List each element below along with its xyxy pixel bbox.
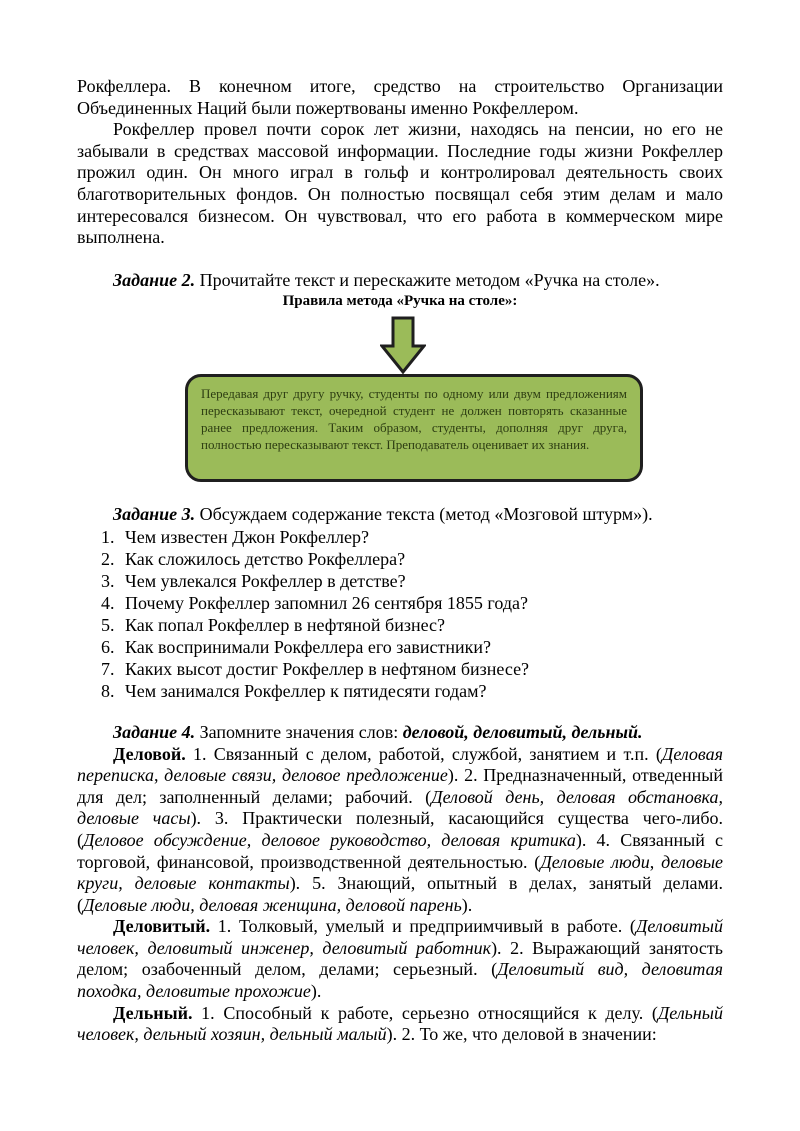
list-item: 1. Чем известен Джон Рокфеллер? bbox=[101, 526, 369, 547]
task2-text: Прочитайте текст и перескажите методом «Ручка на столе». bbox=[195, 269, 660, 290]
list-item: 7. Каких высот достиг Рокфеллер в нефтяном бизнесе? bbox=[101, 658, 530, 679]
intro-paragraph-2: Рокфеллер провел почти сорок лет жизни, находясь на пенсии, но его не забывали в средствах массовой информации. Последние годы жизни Рокфеллер прожил один. Он много играл в гольф и контролировал деятельность своих благотворительных фондов. Он полностью посвящал себя этим делам и мало интересовался бизнесом. Он чувствовал, что его работа в коммерческом мире выполнена. bbox=[77, 119, 723, 248]
definition-delovoy: Деловой. 1. Связанный с делом, работой, службой, занятием и т.п. (Деловая переписка, деловые связи, деловое предложение). 2. Предназначенный, отведенный для дел; заполненный делами; рабочий. (Деловой день, деловая обстановка, деловые часы). 3. Практически полезный, касающийся существа чего-либо. (Деловое обсуждение, деловое руководство, деловая критика). 4. Связанный с торговой, финансовой, производственной деятельностью. (Деловые люди, деловые круги, деловые контакты). 5. Знающий, опытный в делах, занятый делами. (Деловые люди, деловая женщина, деловой парень). bbox=[77, 743, 724, 915]
intro-paragraph-1: Рокфеллера. В конечном итоге, средство на строительство Организации Объединенных Наций были пожертвованы именно Рокфеллером. bbox=[77, 76, 723, 118]
task3-heading bbox=[77, 504, 723, 526]
rules-callout-box bbox=[185, 374, 643, 482]
definition-delovity: Деловитый. 1. Толковый, умелый и предприимчивый в работе. (Деловитый человек, деловитый инженер, деловитый работник). 2. Выражающий занятость делом; озабоченный делом, делами; серьезный. (Деловитый вид, деловитая походка, деловитые прохожие). bbox=[77, 916, 724, 1002]
task2-label: Задание 2. bbox=[113, 269, 196, 290]
task4-heading bbox=[77, 722, 723, 744]
rules-title: Правила метода «Ручка на столе»: bbox=[282, 293, 518, 310]
list-item: 2. Как сложилось детство Рокфеллера? bbox=[101, 548, 406, 569]
list-item: 8. Чем занимался Рокфеллер к пятидесяти годам? bbox=[101, 680, 487, 701]
task4-words: деловой, деловитый, дельный. bbox=[402, 721, 643, 742]
term-delny: Дельный. bbox=[113, 1002, 193, 1023]
term-delovity: Деловитый. bbox=[113, 916, 211, 937]
task3-text: Обсуждаем содержание текста (метод «Мозговой штурм»). bbox=[195, 504, 653, 525]
down-arrow-icon bbox=[380, 316, 426, 374]
list-item: 5. Как попал Рокфеллер в нефтяной бизнес? bbox=[101, 614, 445, 635]
rules-callout-text: Передавая друг другу ручку, студенты по одному или двум предложениям пересказывают текст, очередной студент не должен повторять сказанные ранее предложения. Таким образом, студенты, дополняя друг друга, полностью пересказывают текст. Преподаватель оценивает их знания. bbox=[201, 386, 627, 453]
term-delovoy: Деловой. bbox=[113, 743, 186, 764]
task4-label: Задание 4. bbox=[113, 721, 196, 742]
task4-text: Запомните значения слов: bbox=[195, 721, 403, 742]
definition-delny: Дельный. 1. Способный к работе, серьезно относящийся к делу. (Дельный человек, дельный хозяин, дельный малый). 2. То же, что деловой в значении: bbox=[77, 1002, 723, 1045]
list-item: 4. Почему Рокфеллер запомнил 26 сентября 1855 года? bbox=[101, 592, 528, 613]
arrow-area bbox=[77, 310, 723, 374]
list-item: 6. Как воспринимали Рокфеллера его завистники? bbox=[101, 636, 491, 657]
task3-label: Задание 3. bbox=[113, 504, 196, 525]
task2-heading bbox=[77, 270, 723, 292]
list-item: 3. Чем увлекался Рокфеллер в детстве? bbox=[101, 570, 406, 591]
task3-question-list bbox=[77, 526, 723, 702]
document-page bbox=[77, 76, 723, 1046]
